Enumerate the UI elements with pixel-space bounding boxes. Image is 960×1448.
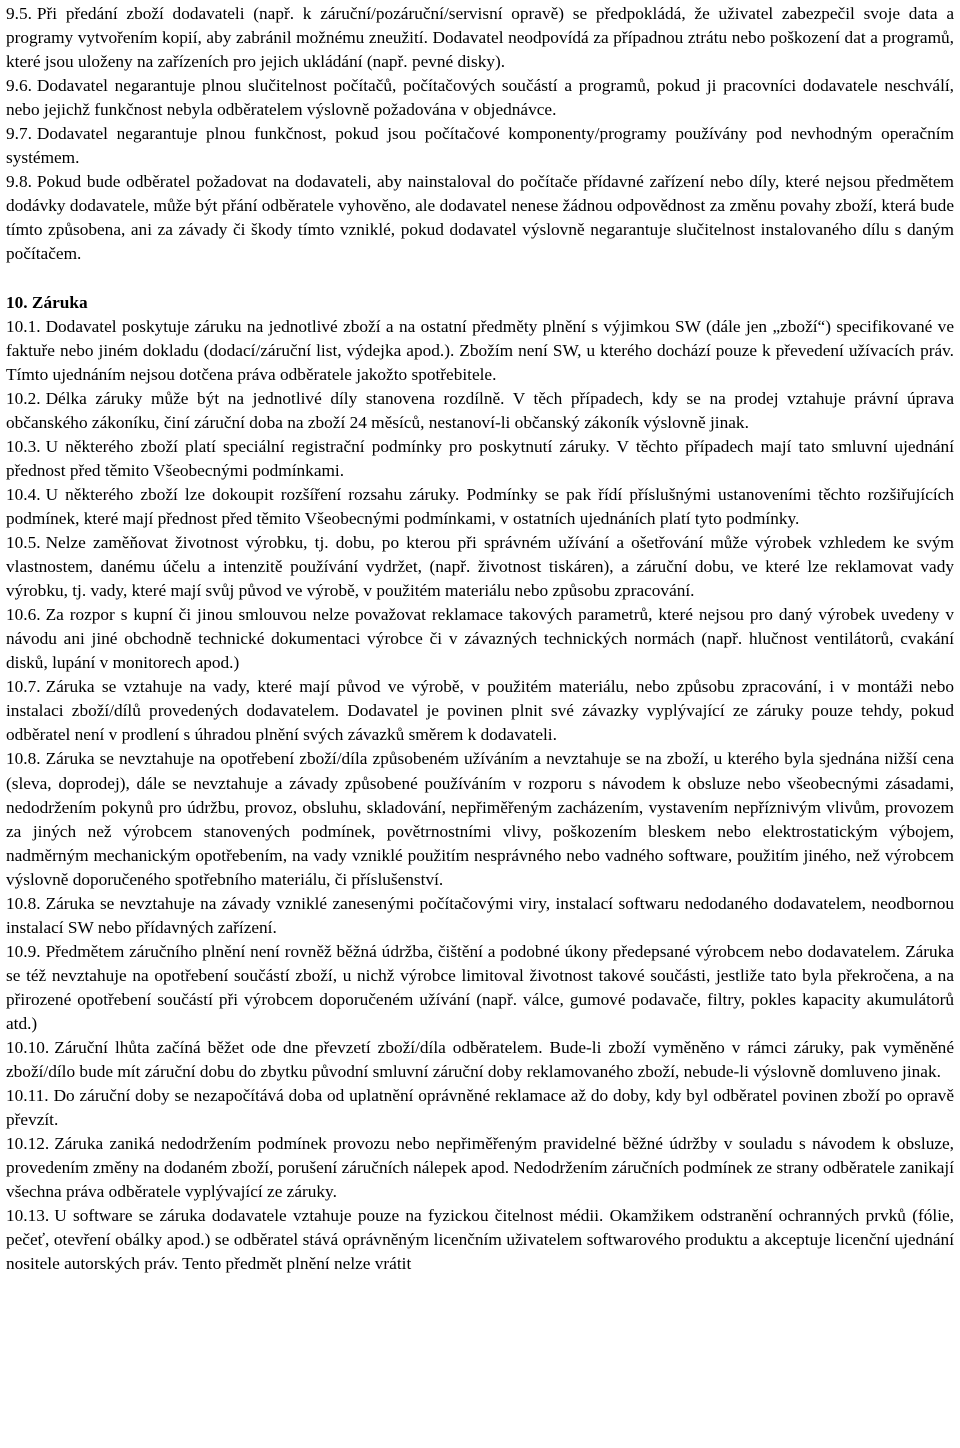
clause-10-8b: [6, 892, 954, 940]
clause-text: Záruka se vztahuje na vady, které mají původ ve výrobě, v použitém materiálu, nebo způsobu zpracování, i v montáži nebo instalaci zboží/dílů provedených dodavatelem. Dodavatel je povinen plnit své závazky vyplývající ze záruky pouze tehdy, pokud odběratel není v prodlení s úhradou plnění svých závazků směrem k dodavateli.: [6, 677, 954, 745]
clause-text: Při předání zboží dodavateli (např. k záruční/pozáruční/servisní opravě) se předpokládá, že uživatel zabezpečil svoje data a programy vytvořením kopií, aby zabránil možnému zneužití. Dodavatel neodpovídá za případnou ztrátu nebo poškození dat a programů, které jsou uloženy na zařízeních pro jejich ukládání (např. pevné disky).: [6, 4, 954, 72]
clause-text: U některého zboží platí speciální registrační podmínky pro poskytnutí záruky. V těchto případech mají tato smluvní ujednání přednost před těmito Všeobecnými podmínkami.: [6, 436, 954, 480]
clause-9-6: [6, 74, 954, 122]
clause-number: 10.8.: [6, 749, 41, 769]
section-heading-zaruka: 10. Záruka: [6, 292, 88, 312]
clause-text: Záruka se nevztahuje na opotřebení zboží/díla způsobeném užíváním a nevztahuje se na zboží, u kterého byla sjednána nižší cena (sleva, doprodej), dále se nevztahuje a závady způsobené používáním v rozporu s návodem k obsluze nebo všeobecnými zásadami, nedodržením pokynů pro údržbu, provoz, obsluhu, skladování, nepřiměřeným zacházením, vystavením nepříznivým vlivům, provozem za jiných než výrobcem stanovených podmínek, povětrnostními vlivy, poškozením bleskem nebo elektrostatickým výbojem, nadměrným mechanickým opotřebením, na vady vzniklé použitím nesprávného nebo vadného software, použitím jiného, než výrobcem výslovně doporučeného spotřebního materiálu, či příslušenství.: [6, 749, 954, 889]
clause-10-13: [6, 1204, 954, 1276]
clause-text: Délka záruky může být na jednotlivé díly stanovena rozdílně. V těch případech, kdy se na prodej vztahuje právní úprava občanského zákoníku, činí záruční doba na zboží 24 měsíců, nestanoví-li občanský zákoník výslovně jinak.: [6, 388, 954, 432]
clause-number: 9.6.: [6, 76, 32, 96]
clause-number: 10.10.: [6, 1038, 50, 1058]
clause-10-3: [6, 435, 954, 483]
clause-9-8: [6, 170, 954, 266]
clause-text: Pokud bude odběratel požadovat na dodavateli, aby nainstaloval do počítače přídavné zařízení nebo díly, které nejsou předmětem dodávky dodavatele, může být přání odběratele vyhověno, ale dodavatel nenese žádnou odpovědnost za změnu povahy zboží, která bude tímto způsobena, ani za závady či škody tímto vzniklé, pokud dodavatel výslovně negarantuje slučitelnost instalovaného dílu s daným počítačem.: [6, 172, 954, 264]
clause-number: 10.13.: [6, 1206, 50, 1226]
clause-10-11: [6, 1084, 954, 1132]
clause-number: 10.11.: [6, 1086, 49, 1106]
clause-number: 10.12.: [6, 1134, 50, 1154]
clause-text: Záruka se nevztahuje na závady vzniklé zanesenými počítačovými viry, instalací softwaru nedodaného dodavatelem, neodbornou instalací SW nebo přídavných zařízení.: [6, 893, 954, 937]
clause-text: Předmětem záručního plnění není rovněž běžná údržba, čištění a podobné úkony předepsané výrobcem nebo dodavatelem. Záruka se též nevztahuje na opotřebení součástí zboží, u nichž výrobce limitoval životnost takové součásti, jestliže tato byla překročena, a na přirozené opotřebení součástí při výrobcem doporučeném užívání (např. válce, gumové podavače, filtry, pokles kapacity akumulátorů atd.): [6, 941, 954, 1033]
clause-10-8a: [6, 747, 954, 891]
clause-10-2: [6, 387, 954, 435]
clause-number: 10.4.: [6, 484, 41, 504]
clause-10-12: [6, 1132, 954, 1204]
document-page: [6, 2, 954, 1276]
clause-text: Dodavatel negarantuje plnou funkčnost, pokud jsou počítačové komponenty/programy používány pod nevhodným operačním systémem.: [6, 124, 954, 168]
clause-text: Nelze zaměňovat životnost výrobku, tj. dobu, po kterou při správném užívání a ošetřování může výrobek vzhledem ke svým vlastnostem, danému účelu a intenzitě používání vydržet, (např. životnost tiskáren), a záruční dobu, ve které lze reklamovat vady výrobku, tj. vady, které mají svůj původ ve výrobě, v použitém materiálu nebo způsobu zpracování.: [6, 533, 954, 601]
clause-number: 10.3.: [6, 436, 41, 456]
clause-number: 9.7.: [6, 124, 32, 144]
clause-number: 10.6.: [6, 605, 41, 625]
clause-number: 9.8.: [6, 172, 32, 192]
clause-10-7: [6, 675, 954, 747]
clause-9-7: [6, 122, 954, 170]
clause-10-9: [6, 940, 954, 1036]
clause-10-4: [6, 483, 954, 531]
clause-text: U software se záruka dodavatele vztahuje pouze na fyzickou čitelnost médii. Okamžikem odstranění ochranných prvků (fólie, pečeť, otevření obálky apod.) se odběratel stává oprávněným licenčním uživatelem softwarového produktu a akceptuje licenční ujednání nositele autorských práv. Tento předmět plnění nelze vrátit: [6, 1206, 954, 1274]
clause-number: 10.5.: [6, 533, 41, 553]
clause-text: Dodavatel negarantuje plnou slučitelnost počítačů, počítačových součástí a programů, pokud ji pracovníci dodavatele neschválí, nebo jejichž funkčnost nebyla odběratelem výslovně požadována v objednávce.: [6, 76, 954, 120]
clause-number: 10.7.: [6, 677, 41, 697]
clause-number: 9.5.: [6, 4, 32, 23]
clause-9-5: [6, 2, 954, 74]
clause-10-5: [6, 531, 954, 603]
clause-10-1: [6, 315, 954, 387]
clause-text: Za rozpor s kupní či jinou smlouvou nelze považovat reklamace takových parametrů, které nejsou pro daný výrobek uvedeny v návodu ani jiné obchodně technické dokumentaci výrobce či v závazných technických normách (např. hlučnost ventilátorů, cvakání disků, lupání v monitorech apod.): [6, 605, 954, 673]
clause-text: U některého zboží lze dokoupit rozšíření rozsahu záruky. Podmínky se pak řídí příslušnými ustanoveními těchto rozšiřujících podmínek, které mají přednost před těmito Všeobecnými podmínkami, v ostatních ujednáních platí tyto podmínky.: [6, 484, 954, 528]
clause-number: 10.1.: [6, 316, 41, 336]
clause-10-10: [6, 1036, 954, 1084]
clause-number: 10.9.: [6, 941, 41, 961]
clause-text: Do záruční doby se nezapočítává doba od uplatnění oprávněné reklamace až do doby, kdy byl odběratel povinen zboží po opravě převzít.: [6, 1086, 954, 1130]
clause-number: 10.8.: [6, 893, 41, 913]
clause-text: Dodavatel poskytuje záruku na jednotlivé zboží a na ostatní předměty plnění s výjimkou SW (dále jen „zboží“) specifikované ve faktuře nebo jiném dokladu (dodací/záruční list, výdejka apod.). Zbožím není SW, u kterého dochází pouze k převedení užívacích práv. Tímto ujednáním nejsou dotčena práva odběratele jakožto spotřebitele.: [6, 316, 954, 384]
clause-text: Záruka zaniká nedodržením podmínek provozu nebo nepřiměřeným pravidelné běžné údržby v souladu s návodem k obsluze, provedením změny na dodaném zboží, porušení záručních nálepek apod. Nedodržením záručních podmínek ze strany odběratele zanikají všechna práva odběratele vyplývající ze záruky.: [6, 1134, 954, 1202]
clause-text: Záruční lhůta začíná běžet ode dne převzetí zboží/díla odběratelem. Bude-li zboží vyměněno v rámci záruky, pak vyměněné zboží/dílo bude mít záruční dobu do zbytku původní smluvní záruční doby reklamovaného zboží, nebude-li výslovně domluveno jinak.: [6, 1038, 954, 1082]
clause-number: 10.2.: [6, 388, 41, 408]
clause-10-6: [6, 603, 954, 675]
